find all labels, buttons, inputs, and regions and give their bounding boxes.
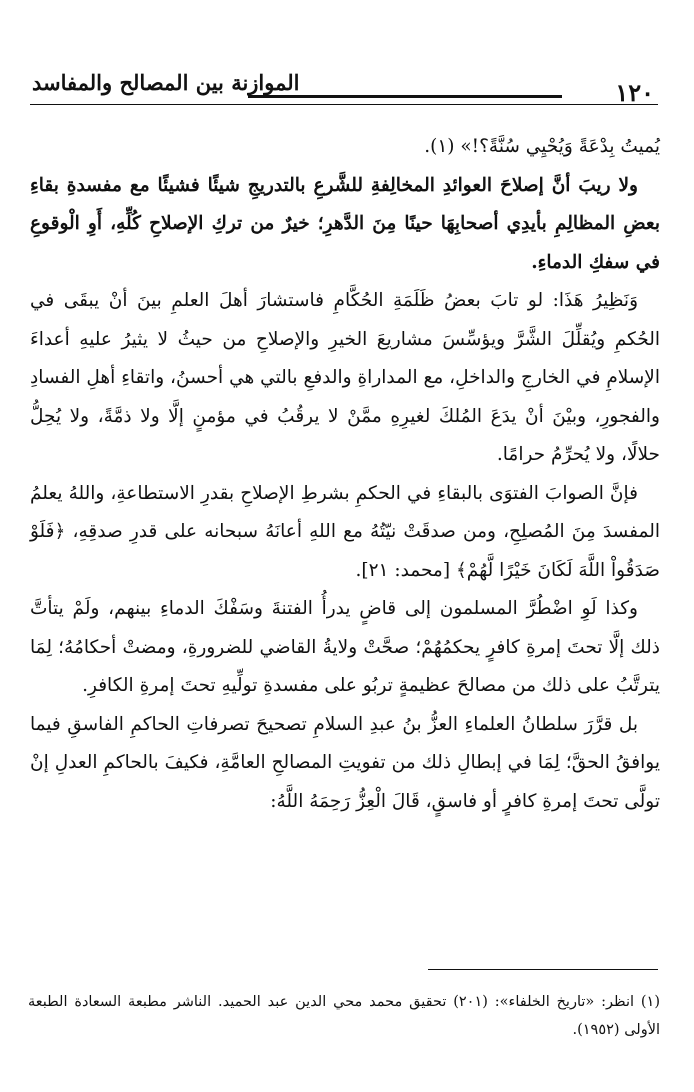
paragraph: وَنَظِيرُ هَذَا: لو تابَ بعضُ ظَلَمَةِ الحُكَّامِ فاستشارَ أهلَ العلمِ بينَ أنْ يبقَى في الحُكمِ ويُقلِّلَ الشَّرَّ ويؤسِّسَ مشاريعَ الخيرِ والإصلاحِ من حيثُ لا يثيرُ عليهِ أعداءَ الإسلامِ في الخارجِ والداخلِ، مع المداراةِ والدفعِ بالتي هي أحسنُ، واتقاءِ أهلِ الفسادِ والفجورِ، وبيْنَ أنْ يدَعَ المُلكَ لغيرِهِ ممَّنْ لا يرقُبُ في مؤمنٍ إلَّا ولا ذمَّةً، ولا يُحِلُّ حلالًا، ولا يُحرِّمُ حرامًا. <box>30 290 660 465</box>
footnote: (١) انظر: «تاريخ الخلفاء»: (٢٠١) تحقيق محمد محي الدين عبد الحميد. الناشر مطبعة السعادة الطبعة الأولى (١٩٥٢). <box>28 994 660 1038</box>
running-title: الموازنة بين المصالح والمفاسد <box>32 70 300 95</box>
paragraph: يُميتُ بِدْعَةً وَيُحْيِي سُنَّةً؟!» (١). <box>424 136 660 157</box>
header-rule-thick <box>248 95 562 98</box>
paragraph: بل قرَّرَ سلطانُ العلماءِ العزُّ بنُ عبدِ السلامِ تصحيحَ تصرفاتِ الحاكمِ الفاسقِ فيما يوافقُ الحقَّ؛ لِمَا في إبطالِ ذلك من تفويتِ المصالحِ العامَّةِ، فكيفَ بالحاكمِ العدلِ إنْ تولَّى تحتَ إمرةِ كافرٍ أو فاسقٍ، قَالَ الْعِزُّ رَحِمَهُ اللَّهُ: <box>30 713 660 812</box>
page-header <box>30 64 658 107</box>
page-number: ١٢٠ <box>615 78 654 107</box>
body-text <box>30 128 660 821</box>
paragraph: ولا ريبَ أنَّ إصلاحَ العوائدِ المخالِفةِ للشَّرعِ بالتدريجِ شيئًا فشيئًا مع مفسدةِ بقاءِ بعضِ المظالِمِ بأيدِي أصحابِهَا حينًا مِنَ الدَّهرِ؛ خيرٌ من تركِ الإصلاحِ كُلِّهِ، أَوِ الْوقوعِ في سفكِ الدماءِ. <box>30 174 660 273</box>
paragraph: وكذا لَوِ اضْطُرَّ المسلمون إلى قاضٍ يدرأُ الفتنةَ وسَفْكَ الدماءِ بينهم، ولَمْ يتأتَّ ذلك إلَّا تحتَ إمرةِ كافرٍ يحكمُهُمْ؛ صحَّتْ ولايةُ القاضي للضرورةِ، ومضتْ أحكامُهُ؛ لِمَا يترتَّبُ على ذلك من مصالحَ عظيمةٍ تربُو على مفسدةِ تولِّيهِ تحتَ إمرةِ الكافرِ. <box>30 598 660 696</box>
paragraph: فإنَّ الصوابَ الفتوَى بالبقاءِ في الحكمِ بشرطِ الإصلاحِ بقدرِ الاستطاعةِ، واللهُ يعلمُ المفسدَ مِنَ المُصلِحِ، ومن صدقَتْ نيّتُهُ مع اللهِ أعانَهُ سبحانه على قدرِ صدقِهِ، ﴿فَلَوْ صَدَقُواْ اللَّهَ لَكَانَ خَيْرًا لَّهُمْ﴾ [محمد: ٢١]. <box>30 482 660 581</box>
footnote-separator <box>428 969 658 970</box>
header-rule-thin <box>30 104 658 105</box>
